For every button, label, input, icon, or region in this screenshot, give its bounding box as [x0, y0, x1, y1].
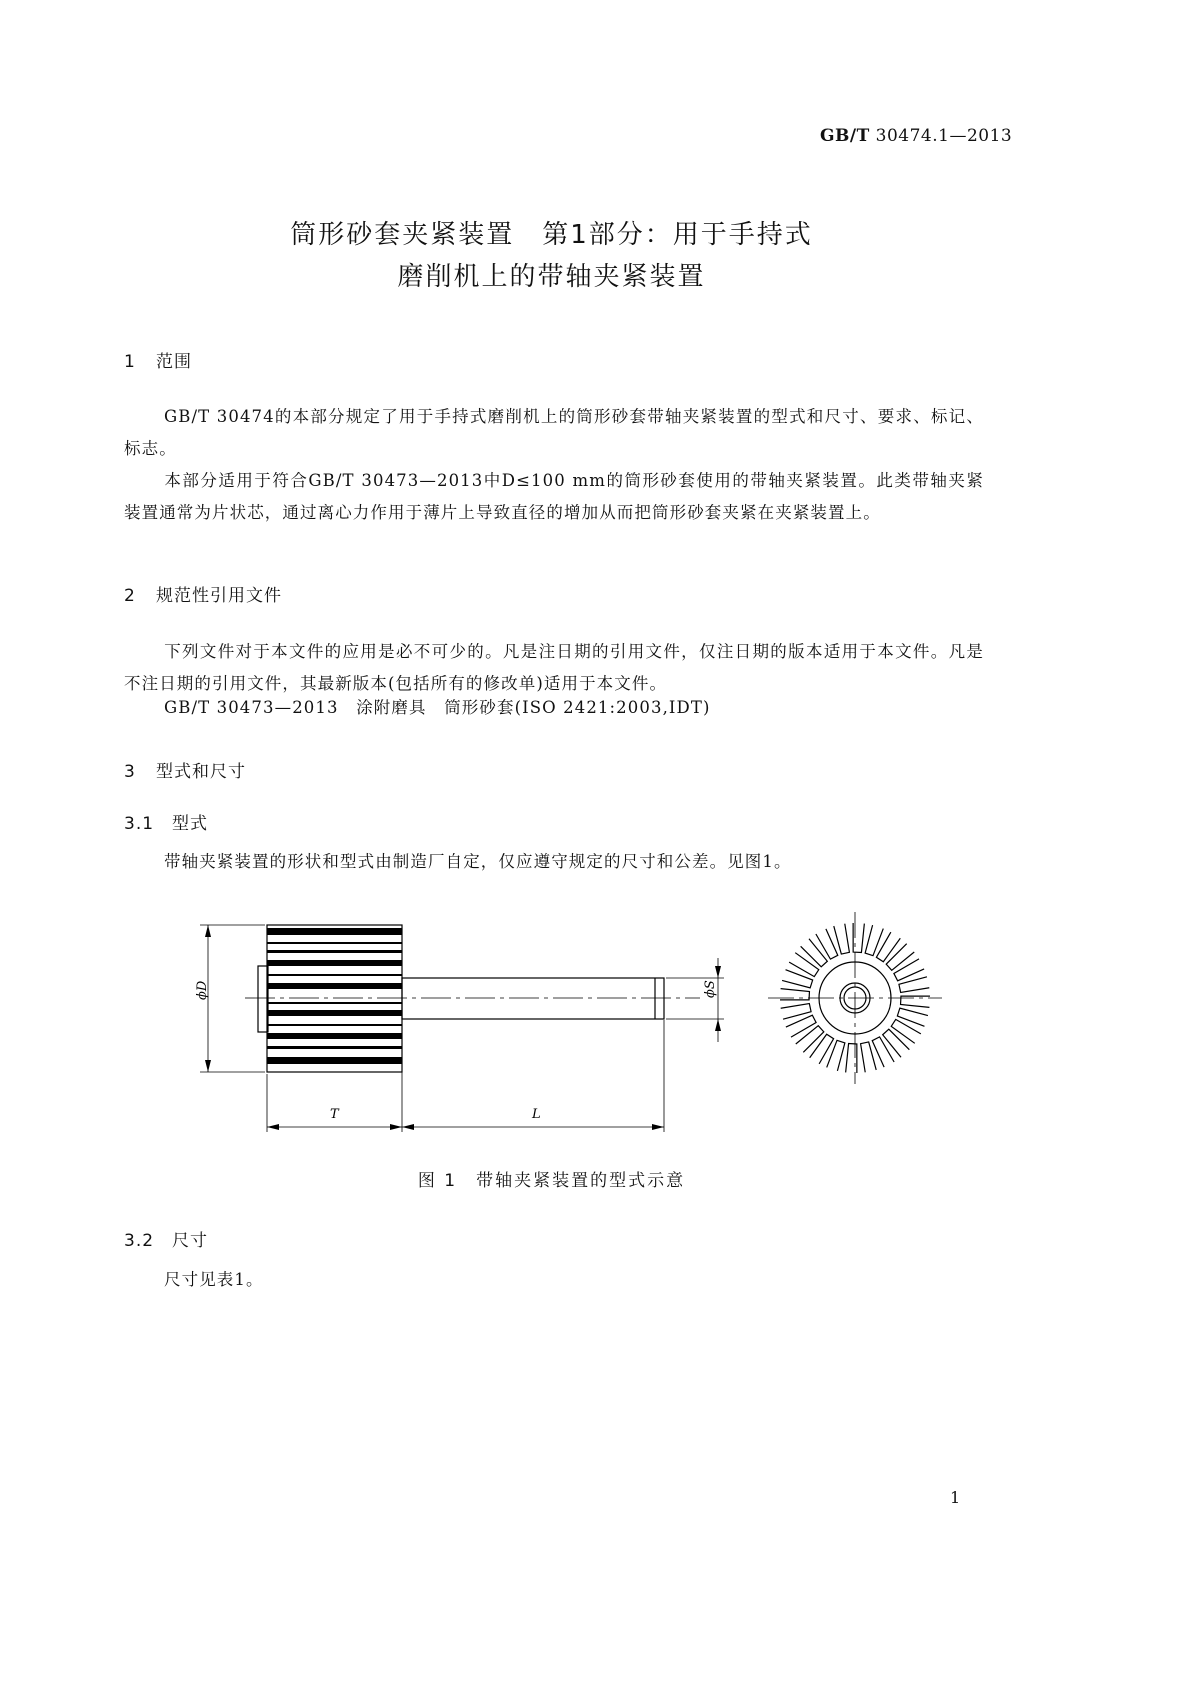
cylinder-body — [267, 925, 402, 1072]
end-view-slot — [781, 1004, 811, 1020]
document-title-line1: 筒形砂套夹紧装置 第1部分：用于手持式 — [290, 220, 813, 250]
end-view-slot — [816, 929, 838, 959]
standard-number: GB/T 30474.1—2013 — [820, 126, 1013, 146]
section-3-2-heading: 3.2 尺寸 — [124, 1231, 208, 1251]
end-view-slot — [796, 1026, 824, 1053]
figure-1-drawing — [180, 900, 960, 1150]
end-view-slot — [886, 944, 914, 971]
end-view-slot — [834, 924, 850, 954]
end-view-slot — [899, 977, 929, 993]
section-2-paragraph-1: 下列文件对于本文件的应用是必不可少的。凡是注日期的引用文件，仅注日期的版本适用于本文件。凡是不注日期的引用文件，其最新版本(包括所有的修改单)适用于本文件。 — [124, 642, 984, 693]
end-view-slot — [786, 1015, 816, 1037]
shaft — [402, 978, 664, 1019]
label-t: T — [330, 1107, 339, 1122]
figure-1-caption: 图 1 带轴夹紧装置的型式示意 — [417, 1171, 686, 1191]
section-3-heading: 3 型式和尺寸 — [124, 762, 246, 782]
section-1-paragraph-1: GB/T 30474的本部分规定了用于手持式磨削机上的筒形砂套带轴夹紧装置的型式和尺寸、要求、标记、标志。 — [124, 407, 984, 458]
end-view-slot — [861, 1042, 877, 1072]
section-3-2-paragraph: 尺寸见表1。 — [164, 1270, 264, 1289]
section-3-1-heading: 3.1 型式 — [124, 814, 208, 834]
label-phi-d: ϕD — [195, 980, 210, 1000]
section-1-heading: 1 范围 — [124, 352, 192, 372]
end-view-slot — [883, 1029, 910, 1057]
cylinder-slots — [267, 928, 402, 1064]
section-2-heading: 2 规范性引用文件 — [124, 586, 282, 606]
label-l: L — [532, 1107, 541, 1122]
document-title-line2: 磨削机上的带轴夹紧装置 — [397, 262, 706, 292]
end-view — [768, 912, 942, 1084]
end-view-slot — [801, 939, 828, 967]
label-phi-s: ϕS — [703, 980, 718, 998]
end-view-slot — [894, 959, 924, 981]
page-number: 1 — [950, 1488, 961, 1507]
end-view-slot — [872, 1037, 894, 1067]
section-3-1-paragraph: 带轴夹紧装置的形状和型式由制造厂自定，仅应遵守规定的尺寸和公差。见图1。 — [164, 852, 792, 871]
section-1-paragraph-2: 本部分适用于符合GB/T 30473—2013中D≤100 mm的筒形砂套使用的带轴夹紧装置。此类带轴夹紧装置通常为片状芯，通过离心力作用于薄片上导致直径的增加从而把筒形砂套夹紧在夹紧装置上。 — [124, 471, 984, 522]
normative-reference: GB/T 30473—2013 涂附磨具 筒形砂套(ISO 2421:2003,IDT) — [164, 698, 711, 717]
